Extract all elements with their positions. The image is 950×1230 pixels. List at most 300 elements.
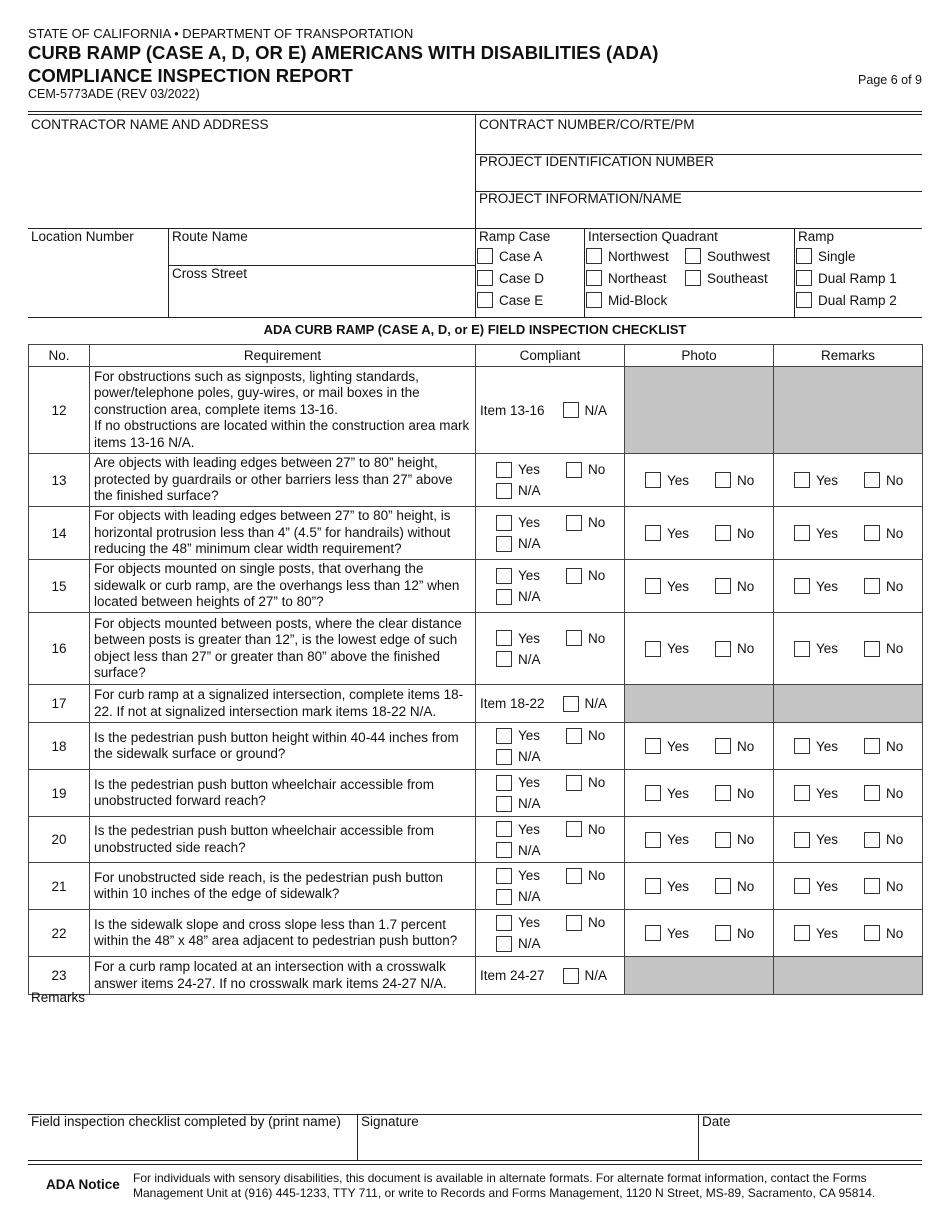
- no-label: No: [588, 630, 606, 646]
- yes-label: Yes: [816, 472, 839, 488]
- yes-label: Yes: [816, 578, 839, 594]
- compliant-no-checkbox[interactable]: [566, 821, 582, 837]
- photo-no-checkbox[interactable]: [715, 925, 731, 941]
- compliant-yes-checkbox[interactable]: [496, 821, 512, 837]
- ada-rule: [28, 1164, 922, 1165]
- row-requirement: [90, 817, 476, 863]
- yes-label: Yes: [816, 641, 839, 656]
- northeast-checkbox[interactable]: Northeast: [586, 270, 667, 286]
- location-divider: [168, 228, 169, 317]
- remarks-yes-no-group: [774, 525, 922, 541]
- photo-cell-shaded: [625, 957, 774, 995]
- compliant-cell: [476, 507, 625, 560]
- compliant-group: [476, 915, 624, 952]
- cross-street-field[interactable]: Cross Street: [172, 266, 248, 281]
- signoff-rule-bottom: [28, 1160, 922, 1161]
- row-requirement: [90, 957, 476, 995]
- form-title: [28, 41, 658, 87]
- form-title-line2: COMPLIANCE INSPECTION REPORT: [28, 65, 353, 86]
- yes-label: Yes: [816, 878, 839, 894]
- no-label: No: [737, 785, 755, 801]
- photo-cell: [625, 817, 774, 863]
- remarks-yes-checkbox[interactable]: [794, 525, 810, 541]
- compliant-no-checkbox[interactable]: [566, 775, 582, 791]
- yes-label: Yes: [667, 525, 690, 541]
- requirement-text: For curb ramp at a signalized intersection, complete items 18-22. If not at signalized intersection mark items 18-22 N/A.: [94, 687, 464, 719]
- photo-yes-checkbox[interactable]: [645, 832, 661, 848]
- checklist-row: [29, 560, 923, 613]
- yes-label: Yes: [816, 738, 839, 754]
- route-name-field[interactable]: Route Name: [172, 229, 248, 244]
- checklist-table: [28, 344, 923, 995]
- checklist-row: [29, 863, 923, 910]
- compliant-na-checkbox[interactable]: [496, 651, 512, 667]
- no-label: No: [737, 525, 755, 541]
- project-id-field[interactable]: PROJECT IDENTIFICATION NUMBER: [479, 154, 715, 169]
- requirement-text: Is the pedestrian push button wheelchair accessible from unobstructed forward reach?: [94, 776, 434, 808]
- na-checkbox[interactable]: [563, 968, 579, 984]
- row-number: 20: [29, 817, 90, 863]
- row-requirement: [90, 367, 476, 454]
- ramp-case-label: Ramp Case: [479, 229, 551, 244]
- row-number: 12: [29, 367, 90, 454]
- remarks-cell: [774, 817, 923, 863]
- compliant-cell: [476, 910, 625, 957]
- checkbox-box[interactable]: [586, 248, 602, 264]
- ramp-case-divider: [584, 228, 585, 317]
- quadrant-label: Intersection Quadrant: [588, 229, 718, 244]
- remarks-no-checkbox[interactable]: [864, 832, 880, 848]
- yes-label: Yes: [667, 472, 690, 488]
- requirement-text: For a curb ramp located at an intersection with a crosswalk answer items 24-27. If no crosswalk mark items 24-27 N/A.: [94, 959, 447, 991]
- remarks-no-checkbox[interactable]: [864, 641, 880, 657]
- compliant-group: [476, 868, 624, 905]
- compliant-na-checkbox[interactable]: [496, 936, 512, 952]
- photo-yes-checkbox[interactable]: [645, 878, 661, 894]
- remarks-yes-checkbox[interactable]: [794, 878, 810, 894]
- na-label: N/A: [518, 842, 541, 858]
- single-ramp-checkbox[interactable]: Single: [796, 248, 856, 264]
- photo-no-checkbox[interactable]: [715, 578, 731, 594]
- northwest-checkbox[interactable]: Northwest: [586, 248, 669, 264]
- requirement-text: Is the pedestrian push button height within 40-44 inches from the sidewalk surface or ground?: [94, 729, 459, 761]
- photo-yes-checkbox[interactable]: [645, 472, 661, 488]
- yes-label: Yes: [518, 775, 541, 790]
- photo-yes-no-group: [625, 525, 773, 541]
- photo-yes-checkbox[interactable]: [645, 925, 661, 941]
- checkbox-box[interactable]: [685, 248, 701, 264]
- southeast-checkbox[interactable]: Southeast: [685, 270, 768, 286]
- compliant-cell: [476, 723, 625, 770]
- remarks-yes-no-group: [774, 785, 922, 801]
- row-number: 22: [29, 910, 90, 957]
- compliant-no-checkbox[interactable]: [566, 728, 582, 744]
- na-row: [496, 796, 624, 812]
- checklist-row: [29, 723, 923, 770]
- no-label: No: [588, 568, 606, 583]
- ramp-label: Ramp: [798, 229, 835, 244]
- row-requirement: [90, 770, 476, 817]
- remarks-field[interactable]: Remarks: [31, 990, 86, 1005]
- row-requirement: [90, 454, 476, 507]
- compliant-yes-checkbox[interactable]: [496, 462, 512, 478]
- compliant-group: [476, 515, 624, 552]
- row-number: 21: [29, 863, 90, 910]
- southwest-checkbox[interactable]: Southwest: [685, 248, 770, 264]
- photo-cell: [625, 910, 774, 957]
- col-remarks: Remarks: [774, 345, 923, 367]
- yes-no-row: [496, 775, 624, 791]
- col-requirement: Requirement: [90, 345, 476, 367]
- no-label: No: [588, 868, 606, 883]
- col-no: No.: [29, 345, 90, 367]
- photo-yes-checkbox[interactable]: [645, 738, 661, 754]
- compliant-cell: [476, 454, 625, 507]
- case-d-checkbox[interactable]: Case D: [477, 270, 544, 286]
- photo-cell: [625, 863, 774, 910]
- photo-no-checkbox[interactable]: [715, 785, 731, 801]
- checkbox-box[interactable]: [477, 248, 493, 264]
- item-na-cell: [476, 957, 625, 995]
- yes-no-row: [496, 568, 624, 584]
- photo-yes-checkbox[interactable]: [645, 578, 661, 594]
- na-label: N/A: [518, 889, 541, 904]
- contractor-name-field[interactable]: CONTRACTOR NAME AND ADDRESS: [31, 117, 269, 132]
- compliant-group: [476, 630, 624, 667]
- compliant-no-checkbox[interactable]: [566, 568, 582, 584]
- row-number: 13: [29, 454, 90, 507]
- yes-label: Yes: [816, 832, 839, 847]
- photo-cell: [625, 507, 774, 560]
- compliant-na-checkbox[interactable]: [496, 889, 512, 905]
- yes-label: Yes: [667, 785, 690, 801]
- location-number-field[interactable]: Location Number: [31, 229, 134, 244]
- yes-label: Yes: [518, 915, 541, 930]
- na-row: [496, 749, 624, 765]
- mid-block-checkbox[interactable]: Mid-Block: [586, 292, 667, 308]
- yes-label: Yes: [816, 925, 839, 941]
- yes-no-row: [496, 821, 624, 837]
- col-compliant: Compliant: [476, 345, 625, 367]
- yes-no-row: [496, 462, 624, 478]
- form-number: CEM-5773ADE (REV 03/2022): [28, 87, 200, 101]
- na-checkbox[interactable]: [563, 696, 579, 712]
- compliant-cell: [476, 560, 625, 613]
- no-label: No: [886, 578, 904, 594]
- compliant-group: [476, 568, 624, 605]
- checklist-row: [29, 507, 923, 560]
- no-label: No: [737, 578, 755, 594]
- checkbox-box[interactable]: [796, 270, 812, 286]
- item-na-cell: [476, 367, 625, 454]
- ada-notice-text: For individuals with sensory disabilities, this document is available in alternate formats. For alternate format information, contact the Forms Management Unit at (916) 445-1233, TTY 711, or write to Records and Forms Management, 1120 N Street, MS-89, Sacramento, CA 95814.: [133, 1171, 876, 1200]
- photo-cell: [625, 613, 774, 685]
- compliant-na-checkbox[interactable]: [496, 483, 512, 499]
- remarks-yes-checkbox[interactable]: [794, 578, 810, 594]
- row-number: 15: [29, 560, 90, 613]
- page-number: Page 6 of 9: [858, 73, 922, 87]
- checkbox-box[interactable]: [477, 292, 493, 308]
- checklist-title: ADA CURB RAMP (CASE A, D, or E) FIELD INSPECTION CHECKLIST: [263, 322, 687, 337]
- project-info-field[interactable]: PROJECT INFORMATION/NAME: [479, 191, 682, 206]
- yes-label: Yes: [667, 641, 690, 656]
- remarks-yes-no-group: [774, 578, 922, 594]
- yes-no-row: [496, 915, 624, 931]
- requirement-text: For obstructions such as signposts, lighting standards, power/telephone poles, guy-wires, or mail boxes in the construction area, complete items 13-16. If no obstructions are located within the construction area mark items 13-16 N/A.: [94, 368, 470, 450]
- remarks-cell: [774, 863, 923, 910]
- photo-yes-checkbox[interactable]: [645, 525, 661, 541]
- compliant-no-checkbox[interactable]: [566, 915, 582, 931]
- case-e-checkbox[interactable]: Case E: [477, 292, 543, 308]
- no-label: No: [886, 738, 904, 754]
- checklist-row: [29, 957, 923, 995]
- remarks-cell: [774, 723, 923, 770]
- compliant-no-checkbox[interactable]: [566, 868, 582, 884]
- photo-yes-no-group: [625, 641, 773, 657]
- compliant-cell: [476, 613, 625, 685]
- item-na-cell: [476, 685, 625, 723]
- item-na-group: [476, 696, 624, 712]
- compliant-group: [476, 775, 624, 812]
- na-label: N/A: [518, 936, 541, 951]
- yes-label: Yes: [518, 568, 541, 583]
- compliant-yes-checkbox[interactable]: [496, 728, 512, 744]
- requirement-text: For unobstructed side reach, is the pedestrian push button within 10 inches of the edge of sidewalk?: [94, 869, 443, 901]
- remarks-no-checkbox[interactable]: [864, 925, 880, 941]
- compliant-cell: [476, 817, 625, 863]
- na-row: [496, 651, 624, 667]
- header-rule-top: [28, 111, 922, 112]
- remarks-yes-checkbox[interactable]: [794, 738, 810, 754]
- remarks-no-checkbox[interactable]: [864, 525, 880, 541]
- photo-yes-no-group: [625, 578, 773, 594]
- na-label: N/A: [584, 968, 608, 983]
- compliant-no-checkbox[interactable]: [566, 515, 582, 531]
- row-number: 14: [29, 507, 90, 560]
- compliant-cell: [476, 770, 625, 817]
- photo-yes-no-group: [625, 878, 773, 894]
- signoff-divider: [698, 1114, 699, 1160]
- row-number: 17: [29, 685, 90, 723]
- no-label: No: [588, 775, 606, 790]
- checklist-header-row: [29, 345, 923, 367]
- col-photo: Photo: [625, 345, 774, 367]
- na-row: [496, 842, 624, 858]
- checkbox-box[interactable]: [796, 292, 812, 308]
- remarks-yes-no-group: [774, 738, 922, 754]
- dual-ramp-2-checkbox[interactable]: Dual Ramp 2: [796, 292, 897, 308]
- photo-no-checkbox[interactable]: [715, 878, 731, 894]
- remarks-no-checkbox[interactable]: [864, 472, 880, 488]
- photo-yes-checkbox[interactable]: [645, 785, 661, 801]
- compliant-group: [476, 728, 624, 765]
- photo-cell: [625, 560, 774, 613]
- yes-label: Yes: [518, 728, 541, 743]
- compliant-na-checkbox[interactable]: [496, 589, 512, 605]
- yes-label: Yes: [667, 578, 690, 594]
- compliant-na-checkbox[interactable]: [496, 842, 512, 858]
- photo-cell: [625, 723, 774, 770]
- na-row: [496, 536, 624, 552]
- row-requirement: [90, 685, 476, 723]
- na-label: N/A: [518, 749, 541, 764]
- photo-yes-no-group: [625, 472, 773, 488]
- yes-label: Yes: [518, 515, 541, 530]
- photo-no-checkbox[interactable]: [715, 738, 731, 754]
- checklist-row: [29, 817, 923, 863]
- remarks-yes-checkbox[interactable]: [794, 832, 810, 848]
- no-label: No: [886, 472, 904, 488]
- item-range-label: Item 18-22: [480, 696, 545, 711]
- remarks-yes-checkbox[interactable]: [794, 785, 810, 801]
- yes-no-row: [496, 630, 624, 646]
- compliant-yes-checkbox[interactable]: [496, 915, 512, 931]
- checkbox-box[interactable]: [796, 248, 812, 264]
- photo-no-checkbox[interactable]: [715, 832, 731, 848]
- photo-no-checkbox[interactable]: [715, 472, 731, 488]
- yes-label: Yes: [667, 832, 690, 847]
- quadrant-divider: [794, 228, 795, 317]
- item-na-group: [476, 402, 624, 418]
- requirement-text: For objects mounted between posts, where the clear distance between posts is greater than 12”, is the lowest edge of such object less than 27” or greater than 80” above the finished surface?: [94, 615, 462, 680]
- completed-by-field[interactable]: Field inspection checklist completed by (print name): [31, 1114, 341, 1129]
- na-row: [496, 589, 624, 605]
- photo-no-checkbox[interactable]: [715, 641, 731, 657]
- checklist-row: [29, 770, 923, 817]
- checkbox-box[interactable]: [685, 270, 701, 286]
- yes-label: Yes: [518, 821, 541, 837]
- no-label: No: [588, 821, 606, 837]
- compliant-yes-checkbox[interactable]: [496, 868, 512, 884]
- requirement-text: Are objects with leading edges between 27” to 80” height, protected by guardrails or other barriers less than 27” above the finished surface?: [94, 455, 453, 504]
- compliant-na-checkbox[interactable]: [496, 536, 512, 552]
- na-label: N/A: [518, 796, 541, 811]
- remarks-yes-checkbox[interactable]: [794, 641, 810, 657]
- row-requirement: [90, 723, 476, 770]
- na-row: [496, 889, 624, 905]
- row-number: 19: [29, 770, 90, 817]
- requirement-text: For objects with leading edges between 27” to 80” height, is horizontal protrusion less than 4” (4.5” for handrails) without reducing the 48” minimum clear width requirement?: [94, 508, 451, 557]
- compliant-na-checkbox[interactable]: [496, 749, 512, 765]
- requirement-text: Is the sidewalk slope and cross slope less than 1.7 percent within the 48” x 48” area adjacent to pedestrian push button?: [94, 916, 458, 948]
- remarks-cell: [774, 454, 923, 507]
- dual-ramp-1-checkbox[interactable]: Dual Ramp 1: [796, 270, 897, 286]
- info-bottom-rule: [28, 317, 922, 318]
- compliant-no-checkbox[interactable]: [566, 630, 582, 646]
- compliant-yes-checkbox[interactable]: [496, 568, 512, 584]
- checkbox-box[interactable]: [586, 292, 602, 308]
- checklist-row: [29, 454, 923, 507]
- no-label: No: [588, 728, 606, 743]
- compliant-no-checkbox[interactable]: [566, 462, 582, 478]
- no-label: No: [588, 915, 606, 930]
- photo-yes-no-group: [625, 832, 773, 848]
- checkbox-box[interactable]: [477, 270, 493, 286]
- date-field[interactable]: Date: [702, 1114, 731, 1129]
- na-row: [496, 936, 624, 952]
- remarks-yes-checkbox[interactable]: [794, 925, 810, 941]
- na-checkbox[interactable]: [563, 402, 579, 418]
- yes-label: Yes: [518, 630, 541, 646]
- photo-cell: [625, 454, 774, 507]
- yes-no-row: [496, 868, 624, 884]
- remarks-cell: [774, 770, 923, 817]
- remarks-no-checkbox[interactable]: [864, 578, 880, 594]
- checklist-row: [29, 367, 923, 454]
- photo-yes-checkbox[interactable]: [645, 641, 661, 657]
- form-title-line1: CURB RAMP (CASE A, D, OR E) AMERICANS WITH DISABILITIES (ADA): [28, 42, 659, 63]
- photo-cell-shaded: [625, 367, 774, 454]
- remarks-yes-no-group: [774, 925, 922, 941]
- photo-no-checkbox[interactable]: [715, 525, 731, 541]
- signature-field[interactable]: Signature: [361, 1114, 419, 1129]
- compliant-yes-checkbox[interactable]: [496, 515, 512, 531]
- remarks-yes-no-group: [774, 832, 922, 848]
- agency-line: STATE OF CALIFORNIA • DEPARTMENT OF TRANSPORTATION: [28, 26, 414, 41]
- no-label: No: [588, 515, 606, 530]
- no-label: No: [737, 472, 755, 488]
- photo-cell-shaded: [625, 685, 774, 723]
- photo-cell: [625, 770, 774, 817]
- remarks-yes-checkbox[interactable]: [794, 472, 810, 488]
- checklist-row: [29, 613, 923, 685]
- na-label: N/A: [584, 696, 608, 711]
- remarks-cell-shaded: [774, 367, 923, 454]
- na-label: N/A: [518, 589, 541, 604]
- no-label: No: [737, 925, 755, 941]
- contract-number-field[interactable]: CONTRACT NUMBER/CO/RTE/PM: [479, 117, 695, 132]
- remarks-no-checkbox[interactable]: [864, 785, 880, 801]
- no-label: No: [886, 785, 904, 801]
- checklist-row: [29, 685, 923, 723]
- row-requirement: [90, 560, 476, 613]
- remarks-cell: [774, 507, 923, 560]
- yes-label: Yes: [667, 878, 690, 894]
- yes-label: Yes: [816, 525, 839, 541]
- remarks-yes-no-group: [774, 878, 922, 894]
- yes-label: Yes: [518, 462, 541, 477]
- remarks-cell-shaded: [774, 685, 923, 723]
- yes-label: Yes: [667, 738, 690, 754]
- yes-no-row: [496, 515, 624, 531]
- no-label: No: [886, 641, 904, 656]
- case-a-checkbox[interactable]: Case A: [477, 248, 543, 264]
- yes-label: Yes: [816, 785, 839, 801]
- remarks-no-checkbox[interactable]: [864, 738, 880, 754]
- na-label: N/A: [518, 536, 541, 551]
- no-label: No: [886, 525, 904, 541]
- photo-yes-no-group: [625, 738, 773, 754]
- compliant-group: [476, 462, 624, 499]
- no-label: No: [737, 832, 755, 847]
- remarks-cell-shaded: [774, 957, 923, 995]
- remarks-no-checkbox[interactable]: [864, 878, 880, 894]
- compliant-yes-checkbox[interactable]: [496, 630, 512, 646]
- na-label: N/A: [518, 483, 541, 498]
- na-label: N/A: [518, 651, 541, 667]
- compliant-na-checkbox[interactable]: [496, 796, 512, 812]
- no-label: No: [588, 462, 606, 477]
- checkbox-box[interactable]: [586, 270, 602, 286]
- compliant-yes-checkbox[interactable]: [496, 775, 512, 791]
- yes-label: Yes: [518, 868, 541, 883]
- row-requirement: [90, 613, 476, 685]
- item-na-group: [476, 968, 624, 984]
- no-label: No: [886, 878, 904, 894]
- remarks-yes-no-group: [774, 472, 922, 488]
- row-requirement: [90, 863, 476, 910]
- remarks-cell: [774, 560, 923, 613]
